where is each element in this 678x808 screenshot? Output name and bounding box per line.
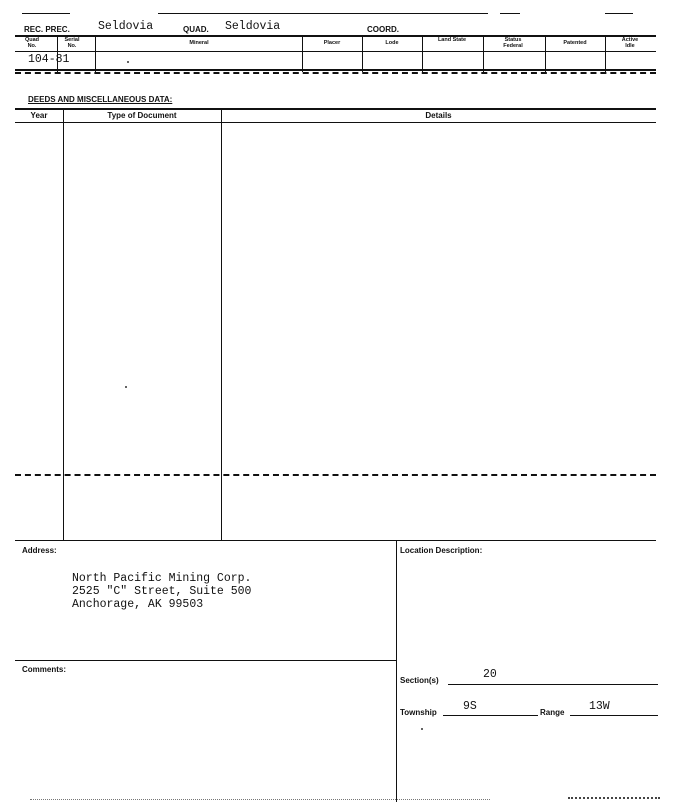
header-col-divider (422, 36, 423, 72)
deeds-col-year: Year (30, 111, 48, 120)
deeds-dashed-divider (15, 474, 656, 476)
address-label: Address: (22, 546, 57, 555)
bottom-scan-rule-right (568, 797, 660, 799)
address-line-2: 2525 "C" Street, Suite 500 (72, 585, 252, 598)
header-top-rule-left (22, 13, 70, 14)
address-line-3: Anchorage, AK 99503 (72, 598, 204, 611)
header-row-rule (15, 35, 656, 37)
col-lode: Lode (385, 40, 399, 46)
record-mineral-mark (127, 61, 129, 63)
header-col-divider (545, 36, 546, 72)
record-row-bottom-rule (15, 69, 656, 71)
col-quad-no: Quad No. (24, 37, 40, 49)
header-col-divider (605, 36, 606, 72)
header-top-rule-right2 (605, 13, 633, 14)
col-mineral: Mineral (189, 40, 209, 46)
column-header-rule (15, 51, 656, 52)
rec-prec-value: Seldovia (98, 20, 154, 33)
header-top-rule-right (500, 13, 520, 14)
township-label: Township (400, 708, 437, 717)
quad-value: Seldovia (225, 20, 281, 33)
deeds-header-rule (15, 122, 656, 123)
township-value: 9S (463, 700, 477, 713)
deeds-title: DEEDS AND MISCELLANEOUS DATA: (28, 95, 173, 104)
col-serial-no: Serial No. (64, 37, 80, 49)
range-label: Range (540, 708, 565, 717)
section-label: Section(s) (400, 676, 439, 685)
header-col-divider (483, 36, 484, 72)
deeds-top-rule (15, 108, 656, 110)
deeds-bottom-rule (15, 540, 656, 541)
range-value: 13W (589, 700, 610, 713)
bottom-scan-rule (30, 799, 490, 800)
stray-mark (125, 386, 127, 388)
section-underline (448, 684, 658, 685)
location-divider (396, 540, 397, 802)
quad-label: QUAD. (183, 25, 209, 34)
township-underline (443, 715, 538, 716)
record-quad-no: 104-81 (28, 53, 70, 66)
rec-prec-label: REC. PREC. (24, 25, 70, 34)
comments-label: Comments: (22, 665, 67, 674)
location-description-label: Location Description: (400, 546, 483, 555)
deeds-col-type: Type of Document (107, 111, 177, 120)
section-value: 20 (483, 668, 497, 681)
comments-top-rule (15, 660, 396, 661)
header-col-divider (95, 36, 96, 72)
range-underline (570, 715, 658, 716)
stray-mark (421, 728, 423, 730)
header-col-divider (362, 36, 363, 72)
address-block (72, 572, 251, 611)
record-row-dashed-rule (15, 72, 656, 74)
col-status-federal: Status Federal (503, 37, 523, 49)
header-col-divider (302, 36, 303, 72)
address-line-1: North Pacific Mining Corp. (72, 572, 252, 585)
header-top-rule-mid (158, 13, 488, 14)
coord-label: COORD. (367, 25, 399, 34)
col-land-state: Land State (437, 37, 467, 43)
col-patented: Patented (563, 40, 587, 46)
header-col-divider (57, 36, 58, 72)
deeds-col-details: Details (425, 111, 452, 120)
col-placer: Placer (323, 40, 341, 46)
col-active-idle: Active Idle (621, 37, 639, 49)
